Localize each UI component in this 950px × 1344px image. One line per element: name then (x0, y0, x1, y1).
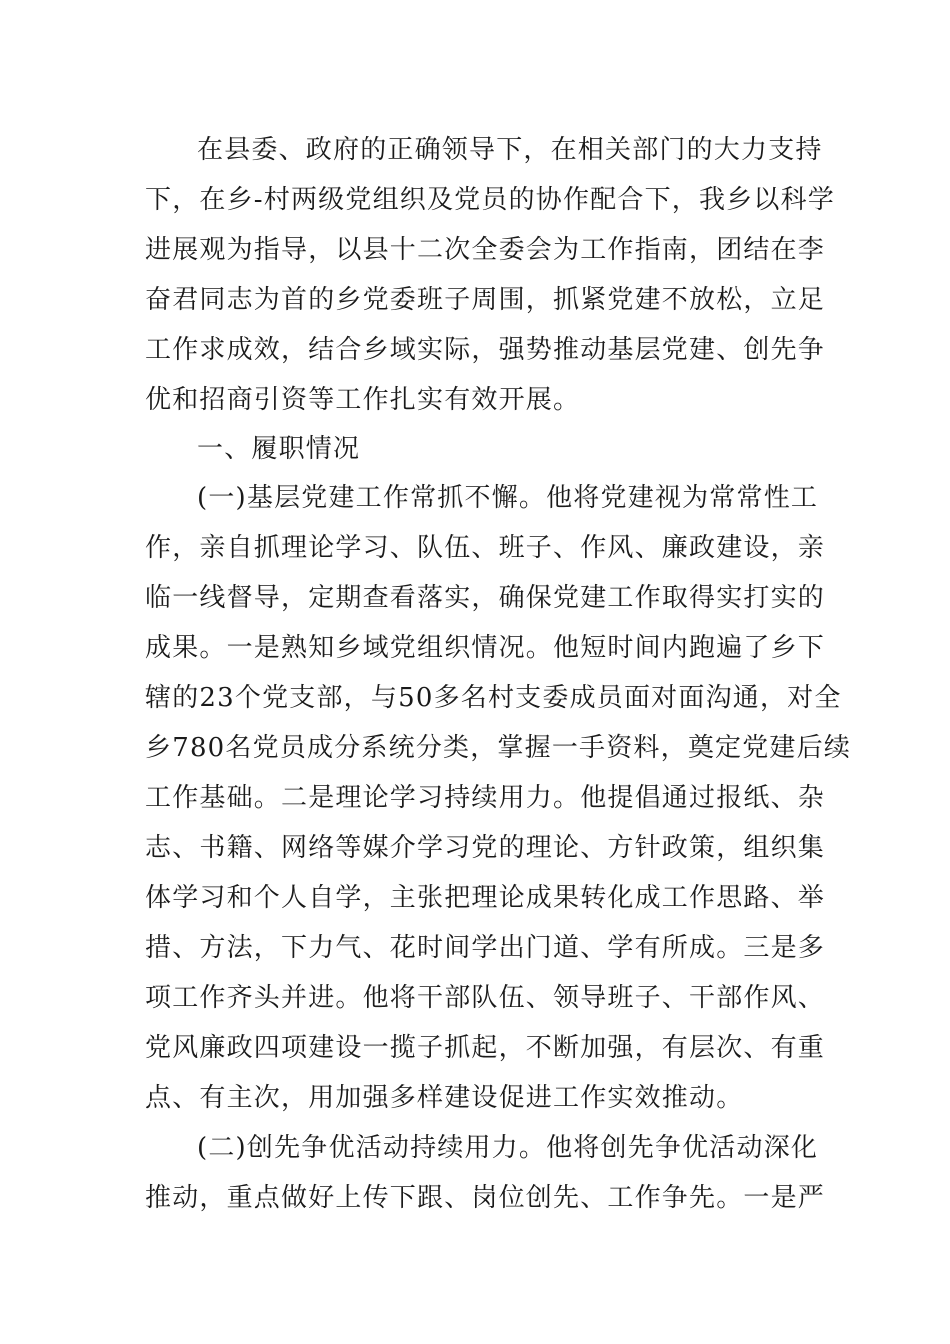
text-line: 乡780名党员成分系统分类，掌握一手资料，奠定党建后续 (145, 733, 852, 763)
text-line: 工作基础。二是理论学习持续用力。他提倡通过报纸、杂 (145, 783, 826, 813)
text-line: 措、方法，下力气、花时间学出门道、学有所成。三是多 (145, 933, 826, 963)
text-line: 优和招商引资等工作扎实有效开展。 (145, 385, 581, 415)
text-line: 临一线督导，定期查看落实，确保党建工作取得实打实的 (145, 583, 826, 613)
text-line: 进展观为指导，以县十二次全委会为工作指南，团结在李 (145, 235, 826, 265)
text-line: 推动，重点做好上传下跟、岗位创先、工作争先。一是严 (145, 1183, 826, 1213)
section-heading: 一、履职情况 (197, 434, 361, 464)
text-line: 党风廉政四项建设一揽子抓起，不断加强，有层次、有重 (145, 1033, 826, 1063)
text-line: 志、书籍、网络等媒介学习党的理论、方针政策，组织集 (145, 833, 826, 863)
text-line: 下，在乡-村两级党组织及党员的协作配合下，我乡以科学 (145, 185, 835, 215)
text-line: 在县委、政府的正确领导下，在相关部门的大力支持 (197, 135, 823, 165)
text-line: 辖的23个党支部，与50多名村支委成员面对面沟通，对全 (145, 683, 842, 713)
text-line: 奋君同志为首的乡党委班子周围，抓紧党建不放松，立足 (145, 285, 826, 315)
text-line: 点、有主次，用加强多样建设促进工作实效推动。 (145, 1083, 744, 1113)
text-line: 作，亲自抓理论学习、队伍、班子、作风、廉政建设，亲 (145, 533, 826, 563)
text-line: 工作求成效，结合乡域实际，强势推动基层党建、创先争 (145, 335, 826, 365)
subsection-heading: (二)创先争优活动持续用力。他将创先争优活动深化 (197, 1133, 819, 1163)
subsection-heading: (一)基层党建工作常抓不懈。他将党建视为常常性工 (197, 483, 819, 513)
text-line: 项工作齐头并进。他将干部队伍、领导班子、干部作风、 (145, 983, 826, 1013)
text-line: 体学习和个人自学，主张把理论成果转化成工作思路、举 (145, 883, 826, 913)
text-line: 成果。一是熟知乡域党组织情况。他短时间内跑遍了乡下 (145, 633, 826, 663)
